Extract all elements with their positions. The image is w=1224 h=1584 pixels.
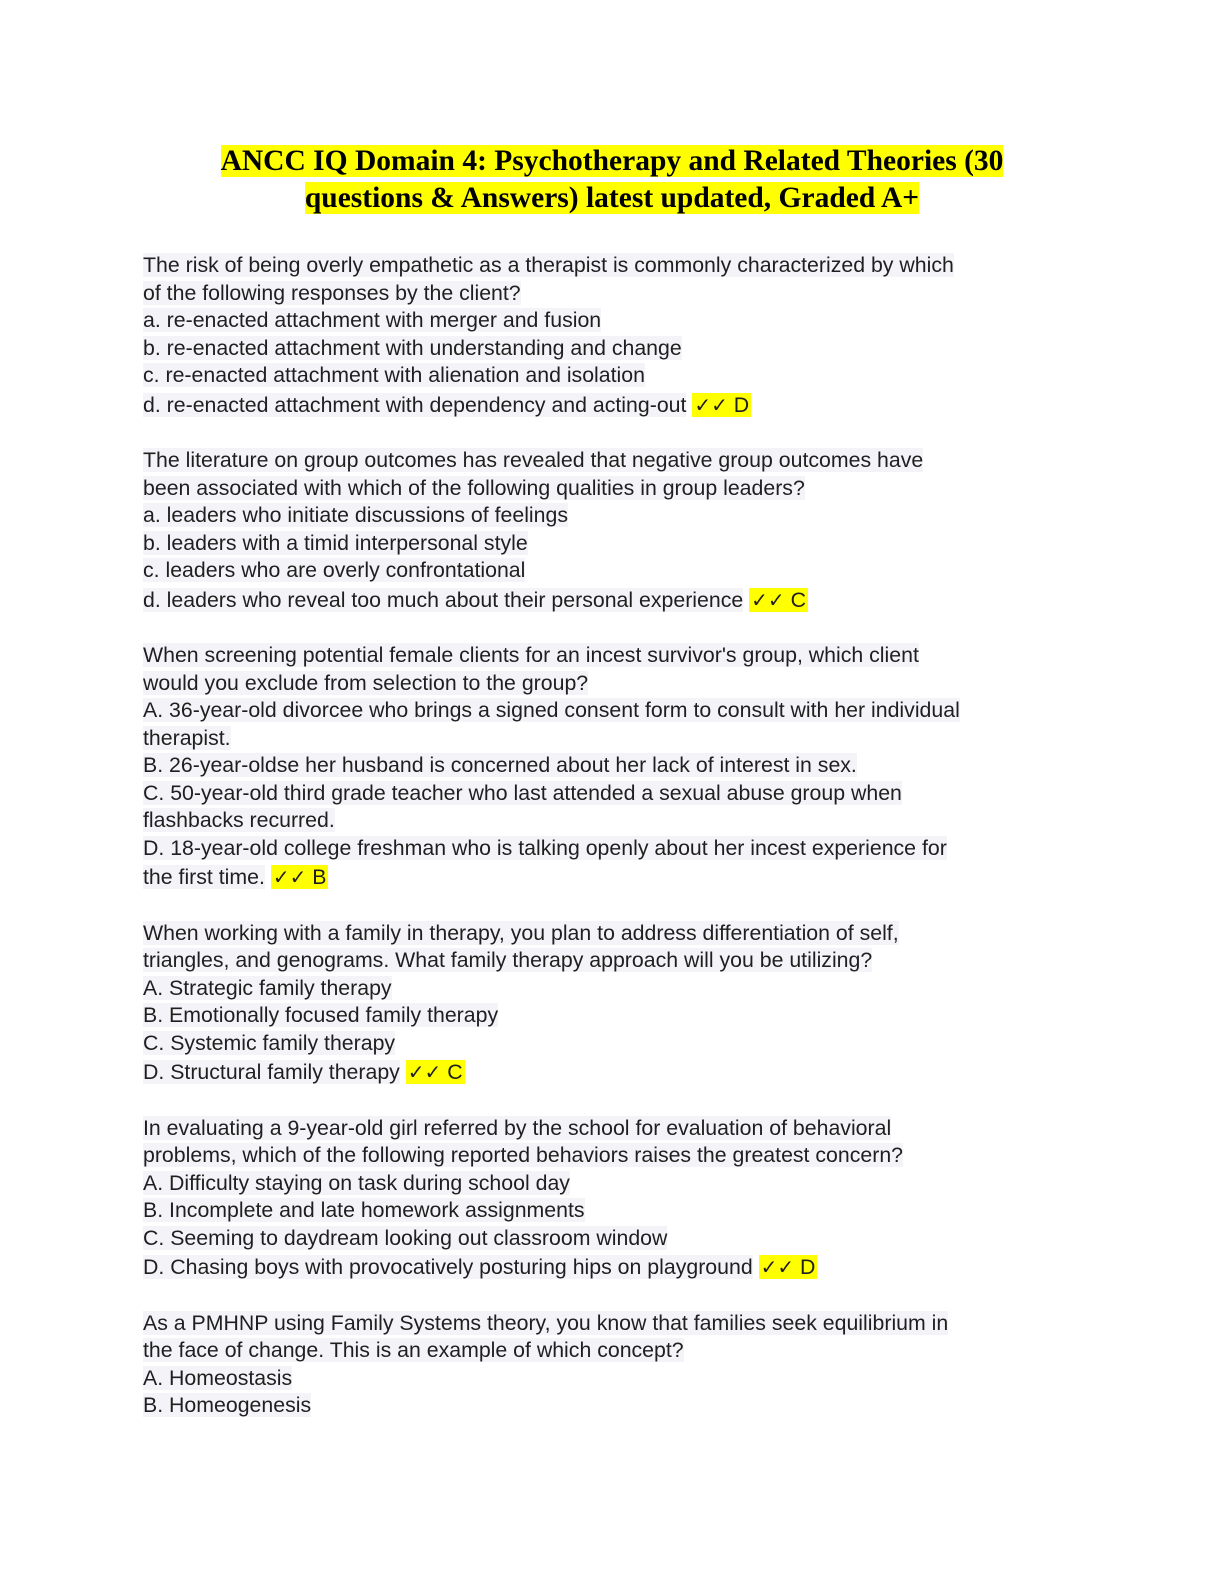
answer-option-text: d. re-enacted attachment with dependency and acting-out — [143, 392, 687, 417]
question-stem-line — [143, 920, 1063, 948]
question-stem-line-text: When working with a family in therapy, you plan to address differentiation of self, — [143, 920, 899, 945]
question-stem-line — [143, 280, 1063, 308]
answer-option-text: flashbacks recurred. — [143, 808, 335, 832]
answer-option-text: a. re-enacted attachment with merger and fusion — [143, 308, 602, 332]
question-stem-line-text: The risk of being overly empathetic as a therapist is commonly characterized by which — [143, 253, 954, 277]
answer-option-text: c. leaders who are overly confrontational — [143, 558, 526, 582]
answer-key-badge — [406, 1060, 465, 1084]
checkmark-icon: ✓✓ — [694, 392, 728, 417]
answer-option — [143, 752, 1063, 780]
question-stem-line — [143, 252, 1063, 280]
answer-option — [143, 780, 1063, 808]
answer-option-text: b. leaders with a timid interpersonal style — [143, 530, 528, 555]
question-list — [143, 252, 1063, 1448]
answer-option-text: B. Incomplete and late homework assignments — [143, 1198, 585, 1222]
question-stem-line-text: been associated with which of the following qualities in group leaders? — [143, 475, 805, 500]
question-stem-line — [143, 1310, 1063, 1338]
answer-option-text: A. Strategic family therapy — [143, 975, 392, 1000]
question-stem-line — [143, 447, 1063, 475]
answer-option-text: A. Homeostasis — [143, 1365, 293, 1390]
answer-option — [143, 725, 1063, 753]
answer-option — [143, 1030, 1063, 1058]
answer-option — [143, 807, 1063, 835]
answer-option-text: C. Systemic family therapy — [143, 1030, 396, 1055]
checkmark-icon: ✓✓ — [751, 587, 785, 612]
question-block — [143, 920, 1063, 1087]
answer-option — [143, 1365, 1063, 1393]
answer-option — [143, 1170, 1063, 1198]
answer-option-text: D. Chasing boys with provocatively posturing hips on playground — [143, 1255, 753, 1279]
question-stem-line — [143, 670, 1063, 698]
question-stem-line — [143, 1337, 1063, 1365]
title-line-2: questions & Answers) latest updated, Graded A+ — [304, 182, 920, 214]
question-block — [143, 642, 1063, 892]
title-line-1: ANCC IQ Domain 4: Psychotherapy and Related Theories (30 — [220, 145, 1004, 177]
answer-option — [143, 835, 1063, 863]
question-stem-line-text: problems, which of the following reported behaviors raises the greatest concern? — [143, 1143, 904, 1167]
answer-option-text: D. 18-year-old college freshman who is talking openly about her incest experience for — [143, 835, 947, 860]
answer-option-text: B. Homeogenesis — [143, 1393, 312, 1417]
answer-option-text: A. 36-year-old divorcee who brings a signed consent form to consult with her individual — [143, 698, 960, 722]
answer-option-text: B. 26-year-oldse her husband is concerned about her lack of interest in sex. — [143, 753, 857, 777]
answer-option — [143, 864, 1063, 892]
answer-option — [143, 392, 1063, 420]
answer-option-text: c. re-enacted attachment with alienation and isolation — [143, 363, 645, 387]
question-stem-line-text: When screening potential female clients for an incest survivor's group, which client — [143, 643, 919, 667]
question-stem-line-text: As a PMHNP using Family Systems theory, you know that families seek equilibrium in — [143, 1310, 949, 1335]
question-block — [143, 447, 1063, 614]
correct-answer-letter: D — [733, 392, 750, 417]
answer-key-badge — [692, 393, 751, 417]
answer-option — [143, 975, 1063, 1003]
answer-option-text: b. re-enacted attachment with understanding and change — [143, 335, 682, 360]
answer-option-text: D. Structural family therapy — [143, 1060, 400, 1084]
checkmark-icon: ✓✓ — [760, 1255, 795, 1279]
answer-option — [143, 1197, 1063, 1225]
answer-option-text: a. leaders who initiate discussions of feelings — [143, 503, 568, 527]
checkmark-icon: ✓✓ — [272, 865, 307, 889]
answer-option-text: C. 50-year-old third grade teacher who last attended a sexual abuse group when — [143, 780, 902, 805]
question-block — [143, 1115, 1063, 1282]
question-stem-line — [143, 475, 1063, 503]
answer-option — [143, 502, 1063, 530]
correct-answer-letter: C — [447, 1060, 463, 1084]
question-stem-line-text: would you exclude from selection to the group? — [143, 670, 589, 695]
question-block — [143, 1310, 1063, 1420]
answer-option — [143, 587, 1063, 615]
question-stem-line-text: of the following responses by the client? — [143, 280, 521, 305]
correct-answer-letter: B — [312, 865, 327, 889]
answer-key-badge — [749, 588, 808, 612]
document-title — [120, 143, 1104, 217]
answer-option — [143, 530, 1063, 558]
question-stem-line — [143, 1115, 1063, 1143]
answer-option — [143, 1254, 1063, 1282]
answer-option-text: B. Emotionally focused family therapy — [143, 1003, 499, 1027]
answer-option — [143, 1059, 1063, 1087]
answer-option — [143, 1225, 1063, 1253]
answer-key-badge — [759, 1255, 818, 1279]
question-stem-line-text: The literature on group outcomes has revealed that negative group outcomes have — [143, 448, 924, 472]
answer-option — [143, 1002, 1063, 1030]
question-stem-line — [143, 1142, 1063, 1170]
question-stem-line — [143, 947, 1063, 975]
answer-option — [143, 557, 1063, 585]
question-stem-line-text: the face of change. This is an example of which concept? — [143, 1338, 684, 1362]
question-stem-line-text: triangles, and genograms. What family therapy approach will you be utilizing? — [143, 948, 873, 972]
answer-option — [143, 362, 1063, 390]
question-stem-line-text: In evaluating a 9-year-old girl referred by the school for evaluation of behavioral — [143, 1115, 892, 1140]
question-block — [143, 252, 1063, 419]
answer-option-text: C. Seeming to daydream looking out classroom window — [143, 1225, 668, 1250]
answer-option — [143, 697, 1063, 725]
answer-option — [143, 1392, 1063, 1420]
answer-option-text: A. Difficulty staying on task during school day — [143, 1170, 570, 1195]
answer-key-badge — [271, 865, 329, 889]
answer-option — [143, 307, 1063, 335]
checkmark-icon: ✓✓ — [407, 1060, 442, 1084]
answer-option-text: the first time. — [143, 865, 265, 889]
answer-option-text: d. leaders who reveal too much about their personal experience — [143, 587, 744, 612]
correct-answer-letter: C — [790, 587, 806, 612]
answer-option-text: therapist. — [143, 725, 231, 750]
answer-option — [143, 335, 1063, 363]
correct-answer-letter: D — [800, 1255, 816, 1279]
question-stem-line — [143, 642, 1063, 670]
